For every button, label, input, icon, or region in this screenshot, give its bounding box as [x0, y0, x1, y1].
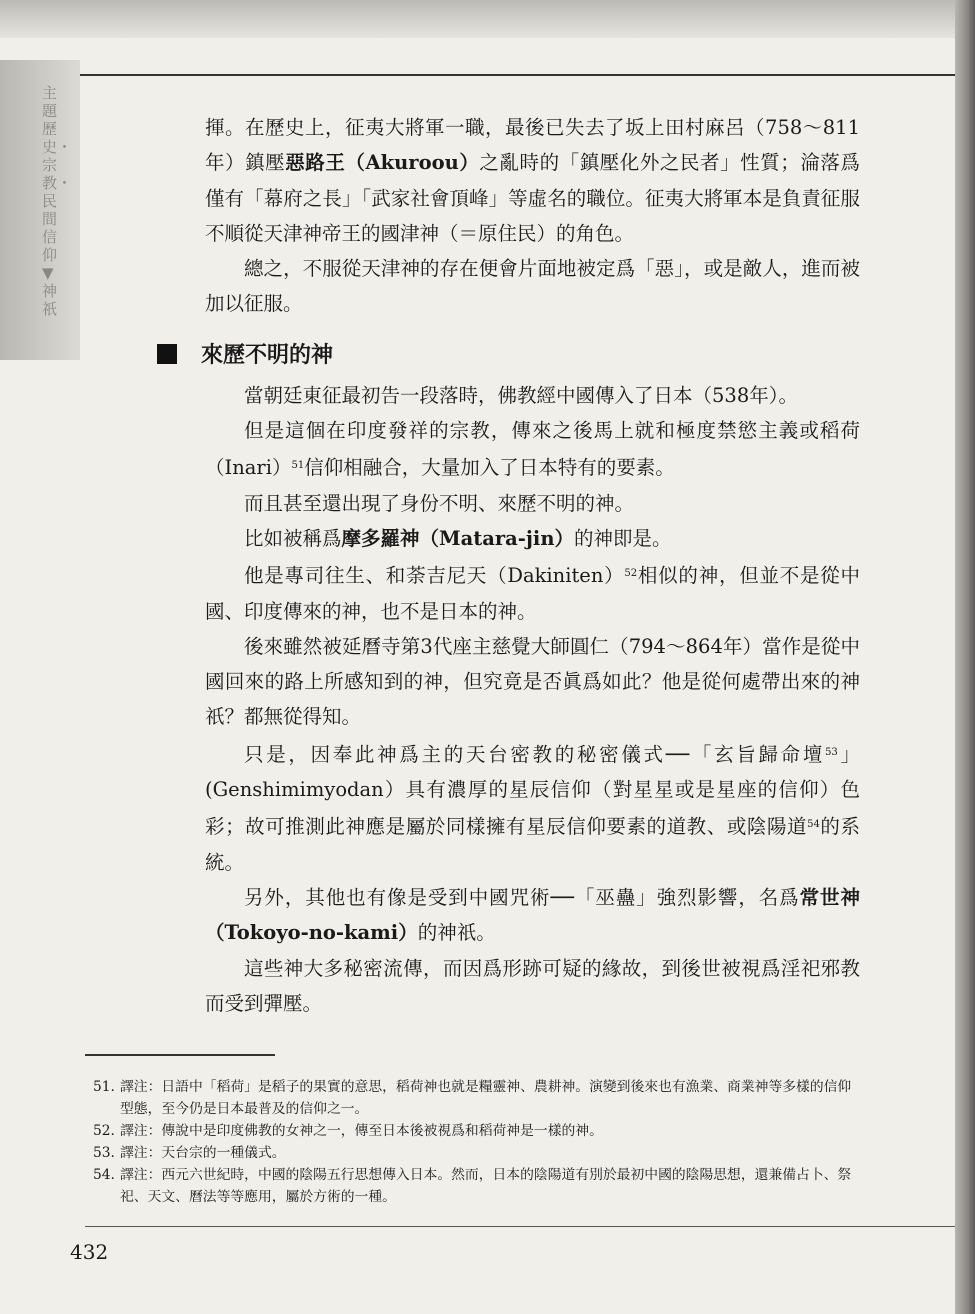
side-tab-label: 主題歷史・宗教・民間信仰▼神祇 [42, 84, 73, 318]
footnote-ref: 53 [825, 746, 838, 758]
footnote: 51. 譯注：日語中「稻荷」是稻子的果實的意思，稻荷神也就是糧靈神、農耕神。演變到後來也有漁業、商業神等多樣的信仰型態，至今仍是日本最普及的信仰之一。 [93, 1079, 852, 1117]
section-heading: 來歷不明的神 [157, 338, 860, 374]
paragraph: 比如被稱爲摩多羅神（Matara-jin）的神即是。 [244, 526, 672, 550]
paragraph: 另外，其他也有像是受到中國咒術──「巫蠱」強烈影響，名爲常世神（Tokoyo-no-kami）的神祇。 [205, 885, 860, 945]
bold-term-tokoyo: 常世神（Tokoyo-no-kami） [205, 885, 860, 945]
paragraph: 他是專司往生、和荼吉尼天（Dakiniten）$^{52}$相似的神，但並不是從中國、印度傳來的神，也不是日本的神。 [205, 564, 860, 623]
main-text [201, 110, 860, 1021]
paragraph: 當朝廷東征最初告一段落時，佛教經中國傳入了日本（538年）。 [244, 383, 798, 407]
page-top-shadow [0, 0, 955, 38]
page-number: 432 [70, 1240, 109, 1264]
paragraph-continued: 揮。在歷史上，征夷大將軍一職，最後已失去了坂上田村麻呂（758～811年）鎮壓惡路王（Akuroou）之亂時的「鎮壓化外之民者」性質；淪落爲僅有「幕府之長」「武家社會頂峰」等虛名的職位。征夷大將軍本是負責征服不順從天津神帝王的國津神（＝原住民）的角色。 [205, 116, 860, 245]
header-rule [80, 74, 955, 76]
paragraph: 而且甚至還出現了身份不明、來歷不明的神。 [244, 491, 635, 515]
footnotes [93, 1076, 853, 1208]
side-tab [0, 60, 80, 360]
footnote-ref: 54 [807, 819, 820, 831]
footnote: 53. 譯注：天台宗的一種儀式。 [93, 1145, 286, 1161]
paragraph: 總之，不服從天津神的存在便會片面地被定爲「惡」，或是敵人，進而被加以征服。 [205, 257, 860, 316]
footnote-rule [85, 1054, 275, 1056]
paragraph: 這些神大多秘密流傳，而因爲形跡可疑的緣故，到後世被視爲淫祀邪教而受到彈壓。 [205, 956, 860, 1015]
footnote-ref: 51 [291, 460, 305, 472]
paragraph: 只是，因奉此神爲主的天台密教的秘密儀式──「玄旨歸命壇$^{53}$」(Genshimimyodan）具有濃厚的星辰信仰（對星星或是星座的信仰）色彩；故可推測此神應是屬於同樣擁有星辰信仰要素的道教、或陰陽道$^{54}$的系統。 [205, 742, 860, 874]
square-bullet-icon [157, 344, 177, 364]
bold-term-matara: 摩多羅神（Matara-jin） [341, 526, 575, 550]
footnote-ref: 52 [624, 568, 638, 580]
footnote: 54. 譯注：西元六世紀時，中國的陰陽五行思想傳入日本。然而，日本的陰陽道有別於最初中國的陰陽思想，還兼備占卜、祭祀、天文、曆法等等應用，屬於方術的一種。 [93, 1167, 852, 1205]
paragraph: 但是這個在印度發祥的宗教，傳來之後馬上就和極度禁慾主義或稻荷（Inari）$^{51}$信仰相融合，大量加入了日本特有的要素。 [205, 419, 860, 480]
page-edge [955, 0, 975, 1314]
bold-term-akuroou: 惡路王（Akuroou） [285, 151, 480, 175]
footer-rule [85, 1226, 955, 1227]
paragraph: 後來雖然被延曆寺第3代座主慈覺大師圓仁（794～864年）當作是從中國回來的路上所感知到的神，但究竟是否眞爲如此？他是從何處帶出來的神祇？都無從得知。 [205, 634, 860, 729]
footnote: 52. 譯注：傳說中是印度佛教的女神之一，傳至日本後被視爲和稻荷神是一樣的神。 [93, 1123, 603, 1139]
